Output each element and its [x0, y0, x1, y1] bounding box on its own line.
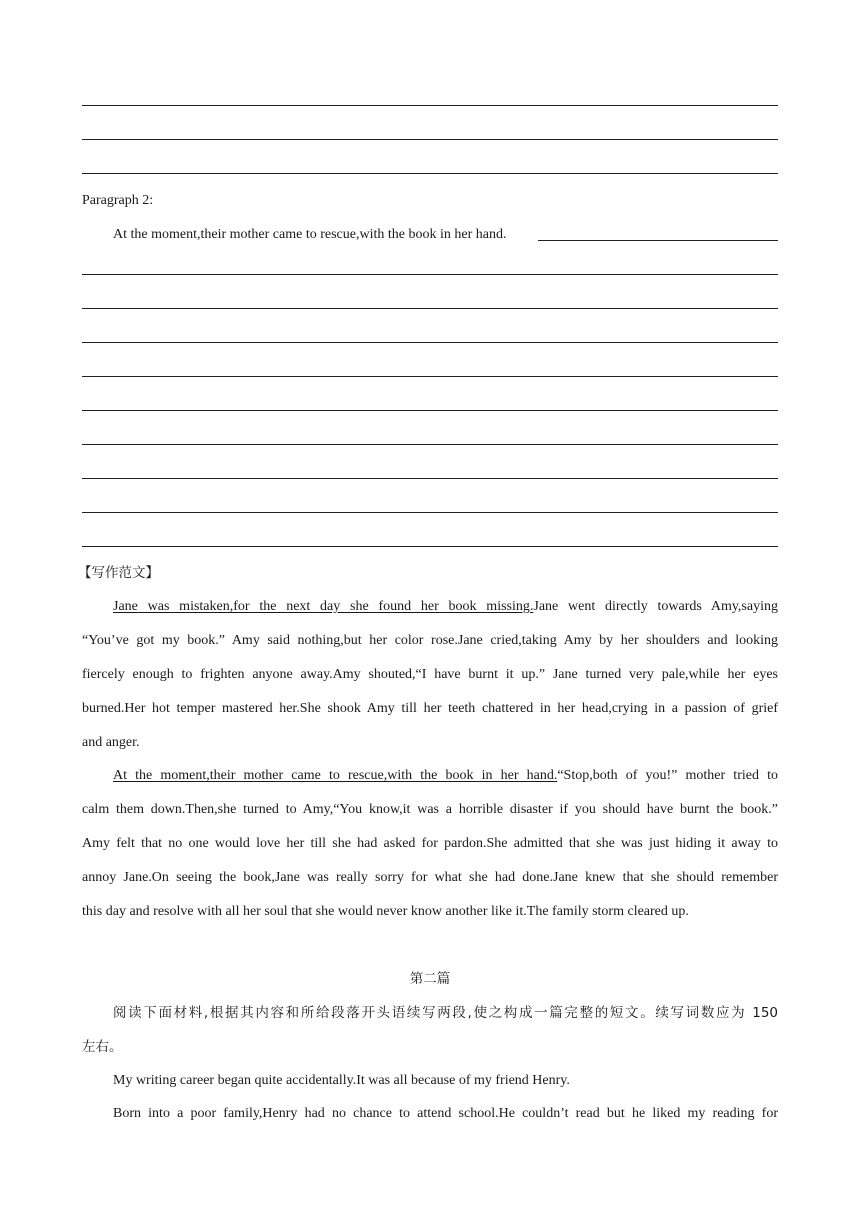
writing-line[interactable] — [82, 308, 778, 309]
model-p2-line: Amy felt that no one would love her till she had asked for pardon.She admitted that she was just hiding it away to — [82, 836, 778, 851]
model-p2-line: this day and resolve with all her soul that she would never know another like it.The family storm cleared up. — [82, 904, 689, 919]
model-p2-underlined: At the moment,their mother came to rescue,with the book in her hand. — [113, 768, 558, 783]
model-p1-underlined: Jane was mistaken,for the next day she found her book missing. — [113, 599, 534, 614]
section-title: 第二篇 — [409, 971, 451, 987]
writing-line[interactable] — [82, 139, 778, 140]
writing-line[interactable] — [82, 444, 778, 445]
writing-line[interactable] — [82, 410, 778, 411]
story-line: Born into a poor family,Henry had no chance to attend school.He couldn’t read but he liked my reading for — [113, 1106, 778, 1121]
story-line: My writing career began quite accidentally.It was all because of my friend Henry. — [113, 1073, 570, 1088]
model-p1-line — [113, 597, 778, 617]
essay-heading: 【写作范文】 — [78, 565, 159, 581]
model-p1-line: and anger. — [82, 735, 140, 750]
writing-line[interactable] — [82, 173, 778, 174]
paragraph2-start-text: At the moment,their mother came to rescue,with the book in her hand. — [113, 227, 507, 242]
writing-line[interactable] — [82, 105, 778, 106]
writing-line[interactable] — [82, 342, 778, 343]
model-p2-line1-rest: “Stop,both of you!” mother tried to — [557, 768, 778, 783]
writing-line[interactable] — [82, 478, 778, 479]
model-p2-line — [113, 766, 778, 786]
instructions-line: 阅读下面材料,根据其内容和所给段落开头语续写两段,使之构成一篇完整的短文。续写词数应为 150 — [113, 1005, 778, 1021]
model-p2-line: calm them down.Then,she turned to Amy,“You know,it was a horrible disaster if you should have burnt the book.” — [82, 802, 778, 817]
writing-line[interactable] — [82, 376, 778, 377]
model-p1-line1-rest: Jane went directly towards Amy,saying — [533, 599, 778, 614]
paragraph2-start — [113, 225, 778, 245]
writing-line[interactable] — [82, 546, 778, 547]
model-p2-line: annoy Jane.On seeing the book,Jane was really sorry for what she had done.Jane knew that she should remember — [82, 870, 778, 885]
paragraph2-label: Paragraph 2: — [82, 193, 154, 208]
writing-line[interactable] — [82, 512, 778, 513]
model-p1-line: burned.Her hot temper mastered her.She shook Amy till her teeth chattered in her head,crying in a passion of grief — [82, 701, 778, 716]
writing-line[interactable] — [82, 274, 778, 275]
document-page — [78, 0, 778, 1216]
model-p1-line: “You’ve got my book.” Amy said nothing,but her color rose.Jane cried,taking Amy by her shoulders and looking — [82, 633, 778, 648]
model-p1-line: fiercely enough to frighten anyone away.Amy shouted,“I have burnt it up.” Jane turned very pale,while her eyes — [82, 667, 778, 682]
instructions-line: 左右。 — [82, 1039, 123, 1055]
writing-line[interactable] — [538, 240, 778, 241]
